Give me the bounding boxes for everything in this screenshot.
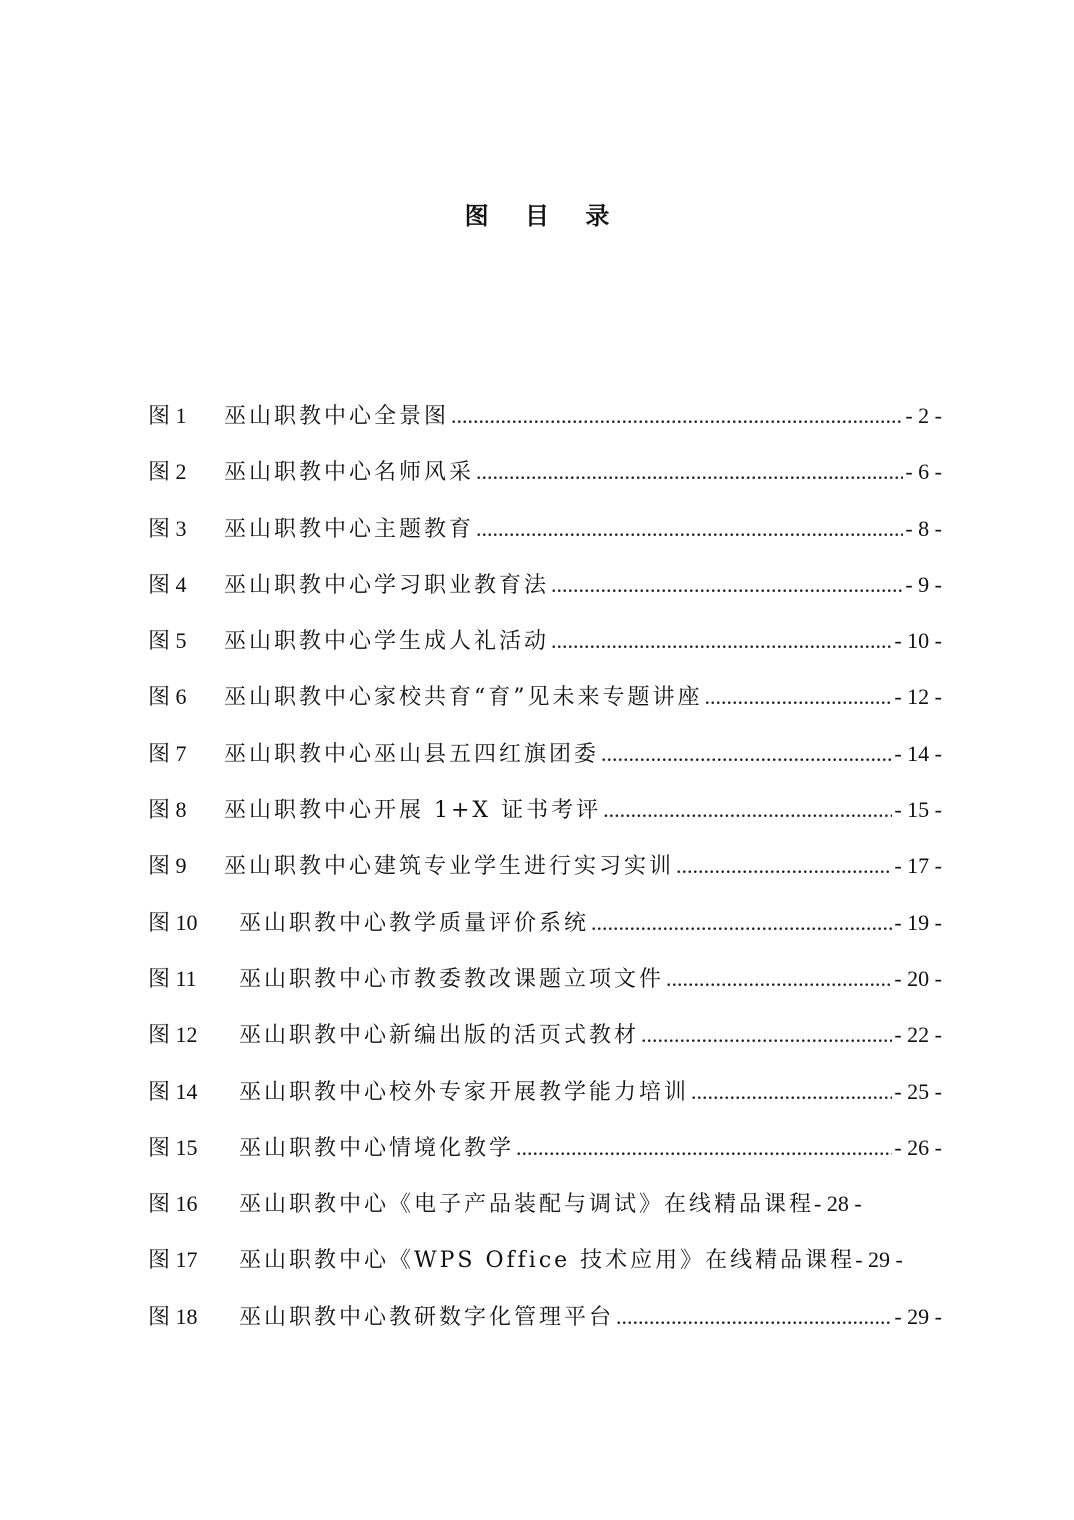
figure-number: 图 11 [148, 965, 197, 991]
figure-number: 图 8 [148, 797, 187, 823]
figure-title: 巫山职教中心主题教育 [224, 516, 475, 542]
toc-entry[interactable] [148, 675, 968, 731]
figure-title: 巫山职教中心《电子产品装配与调试》在线精品课程 [239, 1192, 815, 1218]
figure-title: 巫山职教中心市教委教改课题立项文件 [239, 966, 665, 992]
dot-leader [616, 1295, 892, 1339]
figure-title: 巫山职教中心开展 1+X 证书考评 [224, 798, 602, 824]
dot-leader [691, 1070, 892, 1114]
page-number: - 10 - [894, 628, 942, 654]
figure-title: 巫山职教中心教学质量评价系统 [239, 910, 590, 936]
dot-leader [516, 1126, 892, 1170]
toc-entry[interactable] [148, 1238, 968, 1294]
page-number: - 8 - [905, 515, 942, 541]
page-title: 图 目 录 [464, 202, 624, 230]
page-number: - 19 - [894, 909, 942, 935]
figure-title: 巫山职教中心全景图 [224, 404, 450, 429]
page-number: - 20 - [894, 965, 942, 991]
figure-number: 图 6 [148, 684, 187, 710]
figure-number: 图 2 [148, 459, 187, 485]
toc-entry[interactable] [148, 450, 968, 506]
figure-number: 图 12 [148, 1022, 198, 1048]
figure-number: 图 17 [148, 1247, 198, 1273]
toc-entry[interactable] [148, 844, 968, 900]
toc-entry[interactable] [148, 1070, 968, 1126]
page-number: - 17 - [894, 853, 942, 879]
dot-leader [641, 1013, 892, 1057]
figure-title: 巫山职教中心校外专家开展教学能力培训 [239, 1079, 690, 1105]
figure-number: 图 18 [148, 1303, 198, 1329]
figure-number: 图 5 [148, 628, 187, 654]
page-number: - 29 - [855, 1247, 903, 1273]
dot-leader [705, 675, 893, 719]
dot-leader [676, 844, 892, 888]
toc-entry[interactable] [148, 901, 968, 957]
toc-entry[interactable] [148, 957, 968, 1013]
toc-entry[interactable] [148, 788, 968, 844]
figure-title: 巫山职教中心名师风采 [224, 460, 475, 486]
figure-title: 巫山职教中心家校共育“育”见未来专题讲座 [224, 685, 703, 711]
figure-title: 巫山职教中心《WPS Office 技术应用》在线精品课程 [239, 1248, 856, 1274]
figure-title: 巫山职教中心学生成人礼活动 [224, 629, 550, 655]
toc-entry[interactable] [148, 1126, 968, 1182]
figure-number: 图 15 [148, 1134, 198, 1160]
page-number: - 9 - [905, 571, 942, 597]
figure-title: 巫山职教中心新编出版的活页式教材 [239, 1023, 640, 1049]
figure-number: 图 14 [148, 1078, 198, 1104]
toc-entry[interactable] [148, 563, 968, 619]
toc-entry[interactable] [148, 394, 968, 450]
dot-leader [551, 619, 892, 663]
figure-number: 图 9 [148, 853, 187, 879]
toc-entry[interactable] [148, 732, 968, 788]
figure-title: 巫山职教中心学习职业教育法 [224, 572, 550, 598]
dot-leader [476, 450, 903, 494]
toc-entry[interactable] [148, 1295, 968, 1351]
toc-entry[interactable] [148, 1013, 968, 1069]
figure-number: 图 7 [148, 740, 187, 766]
page-number: - 6 - [905, 459, 942, 485]
figure-number: 图 3 [148, 515, 187, 541]
dot-leader [666, 957, 892, 1001]
dot-leader [591, 901, 892, 945]
page-number: - 2 - [905, 403, 942, 428]
dot-leader [551, 563, 903, 607]
figure-number: 图 4 [148, 571, 187, 597]
page-number: - 26 - [894, 1134, 942, 1160]
figure-number: 图 10 [148, 909, 198, 935]
toc-entry[interactable] [148, 507, 968, 563]
page-number: - 25 - [894, 1078, 942, 1104]
dot-leader [476, 507, 903, 551]
dot-leader [603, 788, 892, 832]
toc-entry[interactable] [148, 1182, 968, 1238]
figure-number: 图 16 [148, 1191, 198, 1217]
figure-title: 巫山职教中心情境化教学 [239, 1135, 515, 1161]
figure-title: 巫山职教中心巫山县五四红旗团委 [224, 741, 600, 767]
page-number: - 12 - [894, 684, 942, 710]
figure-list [148, 394, 968, 1351]
figure-title: 巫山职教中心教研数字化管理平台 [239, 1304, 615, 1330]
page-number: - 28 - [814, 1191, 862, 1217]
page-number: - 29 - [894, 1303, 942, 1329]
page-number: - 22 - [894, 1022, 942, 1048]
dot-leader [601, 732, 892, 776]
figure-title: 巫山职教中心建筑专业学生进行实习实训 [224, 854, 675, 880]
figure-number: 图 1 [148, 403, 187, 428]
dot-leader [451, 394, 903, 438]
page-number: - 14 - [894, 740, 942, 766]
toc-entry[interactable] [148, 619, 968, 675]
page-number: - 15 - [894, 797, 942, 823]
